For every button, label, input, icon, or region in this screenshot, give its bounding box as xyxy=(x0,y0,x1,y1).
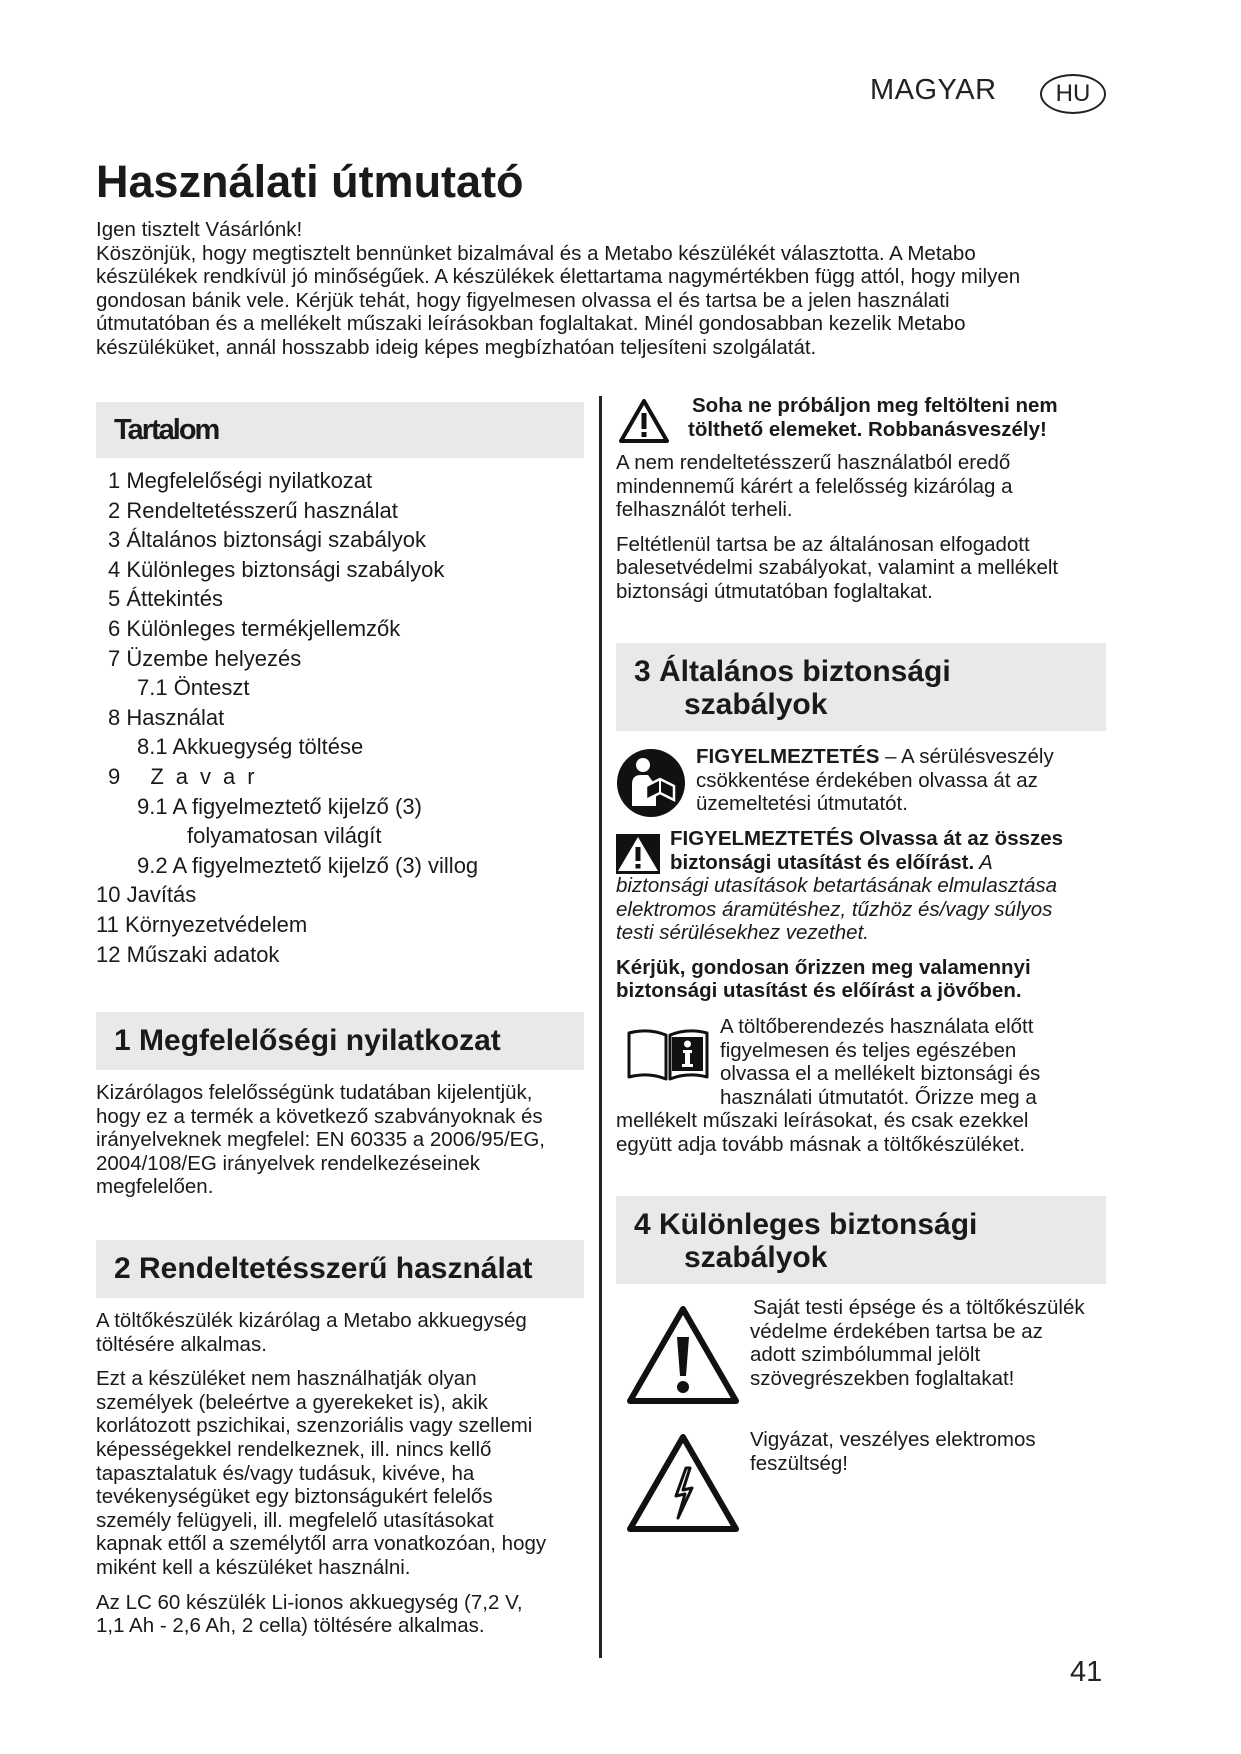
text-line: Kérjük, gondosan őrizzen meg valamennyi xyxy=(616,955,1031,979)
text-line: A töltőberendezés használata előtt xyxy=(720,1015,1034,1038)
warning-1 xyxy=(696,745,1108,816)
intro-line: készüléküket, annál hosszabb ideig képes megbízhatóan teljesíteni szolgálatát. xyxy=(96,335,817,359)
text-line: 2004/108/EG irányelvek rendelkezéseinek xyxy=(96,1151,481,1175)
text-line: tevékenységüket egy biztonságukért felelős xyxy=(96,1485,493,1509)
warning-triangle-icon xyxy=(618,398,670,444)
text-line: üzemeltetési útmutatót. xyxy=(696,792,908,816)
text-line: irányelveknek megfelel: EN 60335 a 2006/95/EG, xyxy=(96,1128,545,1152)
section-2-body xyxy=(96,1309,584,1638)
text-line: mellékelt műszaki leírásokat, és csak ezekkel xyxy=(616,1109,1029,1132)
text-line: olvassa el a mellékelt biztonsági és xyxy=(720,1062,1041,1086)
warning-2-body xyxy=(616,874,1106,1003)
text-line: Saját testi épsége és a töltőkészülék xyxy=(753,1296,1085,1319)
language-label: MAGYAR xyxy=(870,74,997,106)
text-line: Az LC 60 készülék Li-ionos akkuegység (7,2 V, xyxy=(96,1590,523,1614)
warning-triangle-icon xyxy=(616,834,660,874)
intro-line: gondosan bánik vele. Kérjük tehát, hogy figyelmesen olvassa el és tartsa be a jelen használati xyxy=(96,288,950,312)
text-line: személy felügyeli, ill. megfelelő utasításokat xyxy=(96,1508,494,1532)
high-voltage-icon xyxy=(626,1432,740,1534)
battery-warning xyxy=(688,394,1108,441)
toc-item[interactable]: 4 Különleges biztonsági szabályok xyxy=(108,556,445,582)
page-number: 41 xyxy=(1070,1656,1103,1688)
voltage-paragraph xyxy=(750,1428,1110,1475)
document-title: Használati útmutató xyxy=(96,156,524,207)
text-line: kapnak ettől a személytől arra vonatkozóan, hogy xyxy=(96,1532,547,1556)
info-book-icon xyxy=(626,1027,710,1083)
text-line: Vigyázat, veszélyes elektromos xyxy=(750,1428,1036,1451)
section-2-heading: 2 Rendeltetésszerű használat xyxy=(96,1240,584,1298)
text-line: biztonsági utasítások betartásának elmulasztása xyxy=(616,874,1058,897)
text-line: figyelmesen és teljes egészében xyxy=(720,1038,1017,1062)
text-line: Soha ne próbáljon meg feltölteni nem xyxy=(692,394,1058,417)
read-manual-icon xyxy=(616,748,686,818)
text-line: A töltőkészülék kizárólag a Metabo akkuegység xyxy=(96,1309,527,1332)
intro-line: útmutatóban és a mellékelt műszaki leírásokban foglaltakat. Minél gondosabban kezelik Metabo xyxy=(96,312,966,336)
text-line: biztonsági utasítást és előírást a jövőben. xyxy=(616,979,1022,1003)
intro-line: készülékek rendkívül jó minőségűek. A készülékek élettartama nagymértékben függ attól, hogy milyen xyxy=(96,265,1021,289)
column-divider xyxy=(599,396,602,1658)
heading-line: 3 Általános biztonsági xyxy=(634,655,951,688)
text-span: A xyxy=(974,850,993,874)
intro-greeting: Igen tisztelt Vásárlónk! xyxy=(96,218,303,241)
info-paragraph xyxy=(720,1015,1110,1109)
text-line: Feltétlenül tartsa be az általánosan elfogadott xyxy=(616,532,1030,556)
text-line: felhasználót terheli. xyxy=(616,498,793,522)
section-1-body xyxy=(96,1081,584,1199)
text-line: védelme érdekében tartsa be az xyxy=(750,1319,1043,1343)
warning-2-line xyxy=(670,851,1110,875)
toc-item[interactable]: 9.1 A figyelmeztető kijelző (3) xyxy=(137,793,422,819)
section-3-heading xyxy=(616,643,1106,731)
toc-item[interactable]: 1 Megfelelőségi nyilatkozat xyxy=(108,468,373,493)
text-line: hogy ez a termék a következő szabványoknak és xyxy=(96,1104,543,1128)
text-line: mindennemű kárért a felelősség kizárólag a xyxy=(616,474,1013,498)
toc-heading: Tartalom xyxy=(114,414,219,446)
text-line: képességekkel rendelkeznek, ill. nincs kellő xyxy=(96,1437,492,1461)
text-line: szövegrészekben foglaltakat! xyxy=(750,1366,1015,1390)
warning-2-head xyxy=(670,827,1110,874)
warning-triangle-icon xyxy=(626,1304,740,1406)
toc-item[interactable]: 8.1 Akkuegység töltése xyxy=(137,734,364,760)
text-line: feszültség! xyxy=(750,1451,848,1475)
toc-item[interactable]: 2 Rendeltetésszerű használat xyxy=(108,497,398,523)
warning-label: FIGYELMEZTETÉS xyxy=(696,745,880,768)
toc-item[interactable]: 7.1 Önteszt xyxy=(137,675,250,701)
toc-item[interactable]: 11 Környezetvédelem xyxy=(96,911,308,937)
text-line: megfelelően. xyxy=(96,1175,214,1199)
heading-line: szabályok xyxy=(684,688,828,721)
text-line: Ezt a készüléket nem használhatják olyan xyxy=(96,1367,477,1391)
text-line: adott szimbólummal jelölt xyxy=(750,1343,981,1367)
intro-paragraph xyxy=(96,218,1116,360)
toc-item[interactable]: 3 Általános biztonsági szabályok xyxy=(108,527,426,553)
text-line: FIGYELMEZTETÉS Olvassa át az összes xyxy=(670,827,1064,850)
intro-line: Köszönjük, hogy megtisztelt bennünket bizalmával és a Metabo készülékét választotta. A Metabo xyxy=(96,241,976,265)
toc-item-continued[interactable]: folyamatosan világít xyxy=(187,823,382,849)
text-line: miként kell a készüléket használni. xyxy=(96,1555,411,1579)
text-line: A nem rendeltetésszerű használatból eredő xyxy=(616,451,1011,474)
text-span: biztonsági utasítást és előírást. xyxy=(670,850,975,874)
text-line: töltésére alkalmas. xyxy=(96,1332,267,1356)
language-badge: HU xyxy=(1040,74,1106,114)
text-line: balesetvédelmi szabályokat, valamint a mellékelt xyxy=(616,556,1059,580)
table-of-contents xyxy=(96,466,584,969)
text-line: 1,1 Ah - 2,6 Ah, 2 cella) töltésére alkalmas. xyxy=(96,1614,485,1638)
toc-item[interactable]: 8 Használat xyxy=(108,704,225,730)
text-line: korlátozott pszichikai, szenzoriális vagy szellemi xyxy=(96,1414,533,1438)
info-paragraph-rest xyxy=(616,1109,1106,1156)
symbol-paragraph xyxy=(750,1296,1110,1390)
toc-item[interactable]: 9 Zavar xyxy=(108,763,267,789)
toc-item[interactable]: 7 Üzembe helyezés xyxy=(108,645,302,671)
text-line: csökkentése érdekében olvassa át az xyxy=(696,768,1038,792)
toc-heading-box xyxy=(96,402,584,458)
toc-item[interactable]: 9.2 A figyelmeztető kijelző (3) villog xyxy=(137,852,479,878)
text-line: tölthető elemeket. Robbanásveszély! xyxy=(688,417,1047,441)
liability-paragraph xyxy=(616,451,1106,604)
warning-1-line xyxy=(696,745,1108,769)
section-4-heading xyxy=(616,1196,1106,1284)
text-line: együtt adja tovább másnak a töltőkészüléket. xyxy=(616,1132,1026,1156)
text-line: használati útmutatót. Őrizze meg a xyxy=(720,1085,1037,1109)
toc-item[interactable]: 6 Különleges termékjellemzők xyxy=(108,615,401,641)
text-line: tapasztalatuk és/vagy tudásuk, kivéve, ha xyxy=(96,1461,475,1485)
toc-item[interactable]: 12 Műszaki adatok xyxy=(96,941,280,967)
toc-item[interactable]: 5 Áttekintés xyxy=(108,586,223,612)
heading-line: 4 Különleges biztonsági xyxy=(634,1208,978,1241)
section-1-heading: 1 Megfelelőségi nyilatkozat xyxy=(96,1012,584,1070)
warning-text: – A sérülésveszély xyxy=(879,745,1054,768)
text-line: biztonsági útmutatóban foglaltakat. xyxy=(616,579,933,603)
heading-line: szabályok xyxy=(684,1241,828,1274)
text-line: Kizárólagos felelősségünk tudatában kijelentjük, xyxy=(96,1081,533,1104)
toc-item[interactable]: 10 Javítás xyxy=(96,882,197,908)
text-line: testi sérülésekhez vezethet. xyxy=(616,921,869,945)
text-line: elektromos áramütéshez, tűzhöz és/vagy súlyos xyxy=(616,897,1053,921)
text-line: személyek (beleértve a gyerekeket is), akik xyxy=(96,1390,488,1414)
